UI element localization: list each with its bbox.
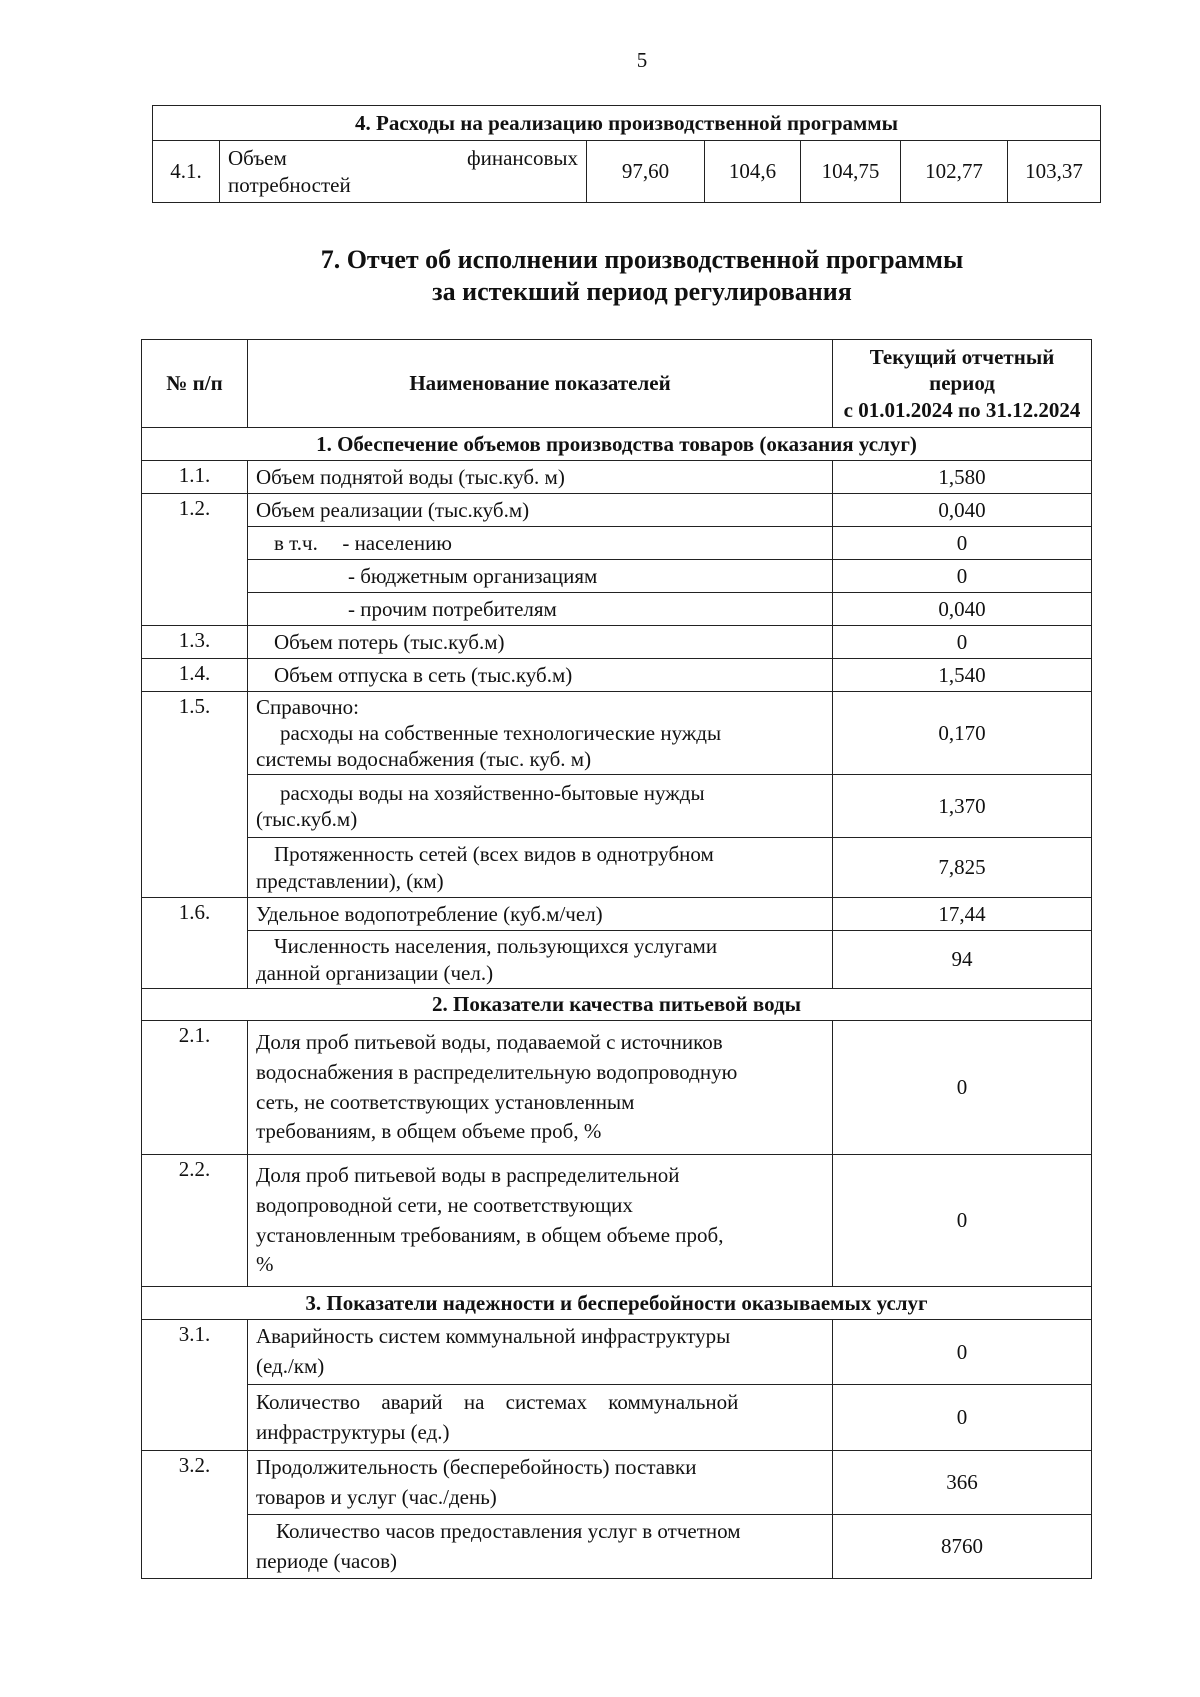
section-row xyxy=(142,1287,1092,1320)
table-row xyxy=(142,1451,1092,1515)
text-line: периоде (часов) xyxy=(256,1548,398,1573)
row-name xyxy=(248,1021,833,1155)
header-line: Текущий отчетный xyxy=(869,345,1055,370)
table-row xyxy=(142,1021,1092,1155)
row-subname: - населению xyxy=(342,530,452,555)
row-name xyxy=(248,931,833,989)
text-line: Аварийность систем коммунальной инфраструктуры xyxy=(256,1324,731,1349)
table-row xyxy=(142,838,1092,898)
label-part: потребностей xyxy=(228,172,351,197)
label-part: финансовых xyxy=(467,146,578,171)
row-name: Удельное водопотребление (куб.м/чел) xyxy=(248,898,833,931)
table-row xyxy=(153,141,1101,203)
text-line: инфраструктуры (ед.) xyxy=(256,1419,450,1444)
row-value: 0 xyxy=(833,1385,1092,1451)
table-row xyxy=(142,527,1092,560)
text-line: расходы воды на хозяйственно-бытовые нужды xyxy=(280,780,705,805)
expenses-table xyxy=(152,105,1101,203)
section-row xyxy=(142,989,1092,1021)
row-label xyxy=(220,141,587,203)
row-value: 1,540 xyxy=(833,659,1092,692)
row-number: 1.6. xyxy=(142,898,248,989)
row-value: 366 xyxy=(833,1451,1092,1515)
table-row xyxy=(142,898,1092,931)
table-row xyxy=(142,593,1092,626)
row-number: 1.3. xyxy=(142,626,248,659)
table-row xyxy=(142,659,1092,692)
section-title-line: за истекший период регулирования xyxy=(432,277,852,306)
table-row xyxy=(142,626,1092,659)
page-number: 5 xyxy=(636,48,648,72)
text-line: Доля проб питьевой воды в распределительной xyxy=(256,1162,680,1187)
header-line: с 01.01.2024 по 31.12.2024 xyxy=(843,397,1081,422)
row-number: 1.2. xyxy=(142,494,248,626)
text-line: расходы на собственные технологические нужды xyxy=(280,720,722,745)
row-name xyxy=(248,1385,833,1451)
row-prefix: в т.ч. xyxy=(274,530,318,555)
text-line: (ед./км) xyxy=(256,1354,325,1378)
row-value: 0 xyxy=(833,560,1092,593)
row-number: 2.2. xyxy=(142,1155,248,1287)
table-row xyxy=(142,1155,1092,1287)
report-table xyxy=(141,339,1092,1579)
row-value: 0 xyxy=(833,626,1092,659)
row-value: 0 xyxy=(833,1021,1092,1155)
table-header-row xyxy=(153,106,1101,141)
label-part: Объем xyxy=(228,146,287,171)
row-value: 0,170 xyxy=(833,692,1092,775)
column-header-no: № п/п xyxy=(142,340,248,428)
text-line: (тыс.куб.м) xyxy=(256,807,358,831)
section-heading: 1. Обеспечение объемов производства товаров (оказания услуг) xyxy=(142,428,1092,461)
row-number: 1.4. xyxy=(142,659,248,692)
table-row xyxy=(142,1320,1092,1385)
row-name: - прочим потребителям xyxy=(248,593,833,626)
text-line: Продолжительность (бесперебойность) поставки xyxy=(256,1454,697,1479)
row-value: 94 xyxy=(833,931,1092,989)
text-line: сеть, не соответствующих установленным xyxy=(256,1089,635,1114)
text-line: представлении), (км) xyxy=(256,868,444,893)
text-line: данной организации (чел.) xyxy=(256,960,494,985)
text-line: Количество аварий на системах коммунальной xyxy=(256,1389,739,1414)
row-name xyxy=(248,692,833,775)
text-line: товаров и услуг (час./день) xyxy=(256,1484,497,1509)
text-line: водопроводной сети, не соответствующих xyxy=(256,1192,633,1217)
row-name xyxy=(248,838,833,898)
section-row xyxy=(142,428,1092,461)
row-name xyxy=(248,1320,833,1385)
section-heading: 2. Показатели качества питьевой воды xyxy=(142,989,1092,1021)
text-line: % xyxy=(256,1252,274,1277)
section-heading: 3. Показатели надежности и бесперебойности оказываемых услуг xyxy=(142,1287,1092,1320)
row-name xyxy=(248,527,833,560)
text-line: требованиям, в общем объеме проб, % xyxy=(256,1119,602,1144)
text-line: Численность населения, пользующихся услугами xyxy=(274,934,718,959)
value-cell: 97,60 xyxy=(587,141,705,203)
row-name: Объем реализации (тыс.куб.м) xyxy=(248,494,833,527)
text-line: Количество часов предоставления услуг в отчетном xyxy=(276,1518,741,1543)
row-name xyxy=(248,1155,833,1287)
row-name xyxy=(248,1515,833,1579)
row-number: 2.1. xyxy=(142,1021,248,1155)
row-name xyxy=(248,775,833,838)
row-value: 8760 xyxy=(833,1515,1092,1579)
value-cell: 104,6 xyxy=(705,141,801,203)
row-value: 0 xyxy=(833,1155,1092,1287)
table-row xyxy=(142,461,1092,494)
row-value: 0 xyxy=(833,527,1092,560)
row-value: 0 xyxy=(833,1320,1092,1385)
row-name: Объем поднятой воды (тыс.куб. м) xyxy=(248,461,833,494)
value-cell: 103,37 xyxy=(1008,141,1101,203)
row-number: 3.1. xyxy=(142,1320,248,1451)
header-line: период xyxy=(929,371,995,396)
row-name xyxy=(248,1451,833,1515)
table-row xyxy=(142,692,1092,775)
text-line: Доля проб питьевой воды, подаваемой с источников xyxy=(256,1029,723,1054)
row-value: 7,825 xyxy=(833,838,1092,898)
row-value: 0,040 xyxy=(833,593,1092,626)
row-value: 1,370 xyxy=(833,775,1092,838)
table-row xyxy=(142,1385,1092,1451)
row-number: 1.5. xyxy=(142,692,248,898)
table-row xyxy=(142,560,1092,593)
row-number: 1.1. xyxy=(142,461,248,494)
text-line: Протяженность сетей (всех видов в однотрубном xyxy=(274,842,714,867)
row-number: 3.2. xyxy=(142,1451,248,1579)
text-line: системы водоснабжения (тыс. куб. м) xyxy=(256,747,592,772)
text-line: установленным требованиям, в общем объеме проб, xyxy=(256,1222,724,1247)
text-line: водоснабжения в распределительную водопроводную xyxy=(256,1059,738,1084)
row-value: 0,040 xyxy=(833,494,1092,527)
row-name: Объем потерь (тыс.куб.м) xyxy=(248,626,833,659)
table-row xyxy=(142,1515,1092,1579)
row-value: 17,44 xyxy=(833,898,1092,931)
column-header-name: Наименование показателей xyxy=(248,340,833,428)
table-row xyxy=(142,931,1092,989)
value-cell: 102,77 xyxy=(901,141,1008,203)
section-title xyxy=(0,244,1200,308)
table-header-row xyxy=(142,340,1092,428)
table-row xyxy=(142,494,1092,527)
row-name: Объем отпуска в сеть (тыс.куб.м) xyxy=(248,659,833,692)
section-title-line: 7. Отчет об исполнении производственной программы xyxy=(320,245,964,274)
expenses-table-title: 4. Расходы на реализацию производственной программы xyxy=(153,106,1101,141)
row-value: 1,580 xyxy=(833,461,1092,494)
text-line: Справочно: xyxy=(256,694,359,719)
row-number: 4.1. xyxy=(153,141,220,203)
table-row xyxy=(142,775,1092,838)
column-header-period xyxy=(833,340,1092,428)
value-cell: 104,75 xyxy=(801,141,901,203)
row-name: - бюджетным организациям xyxy=(248,560,833,593)
